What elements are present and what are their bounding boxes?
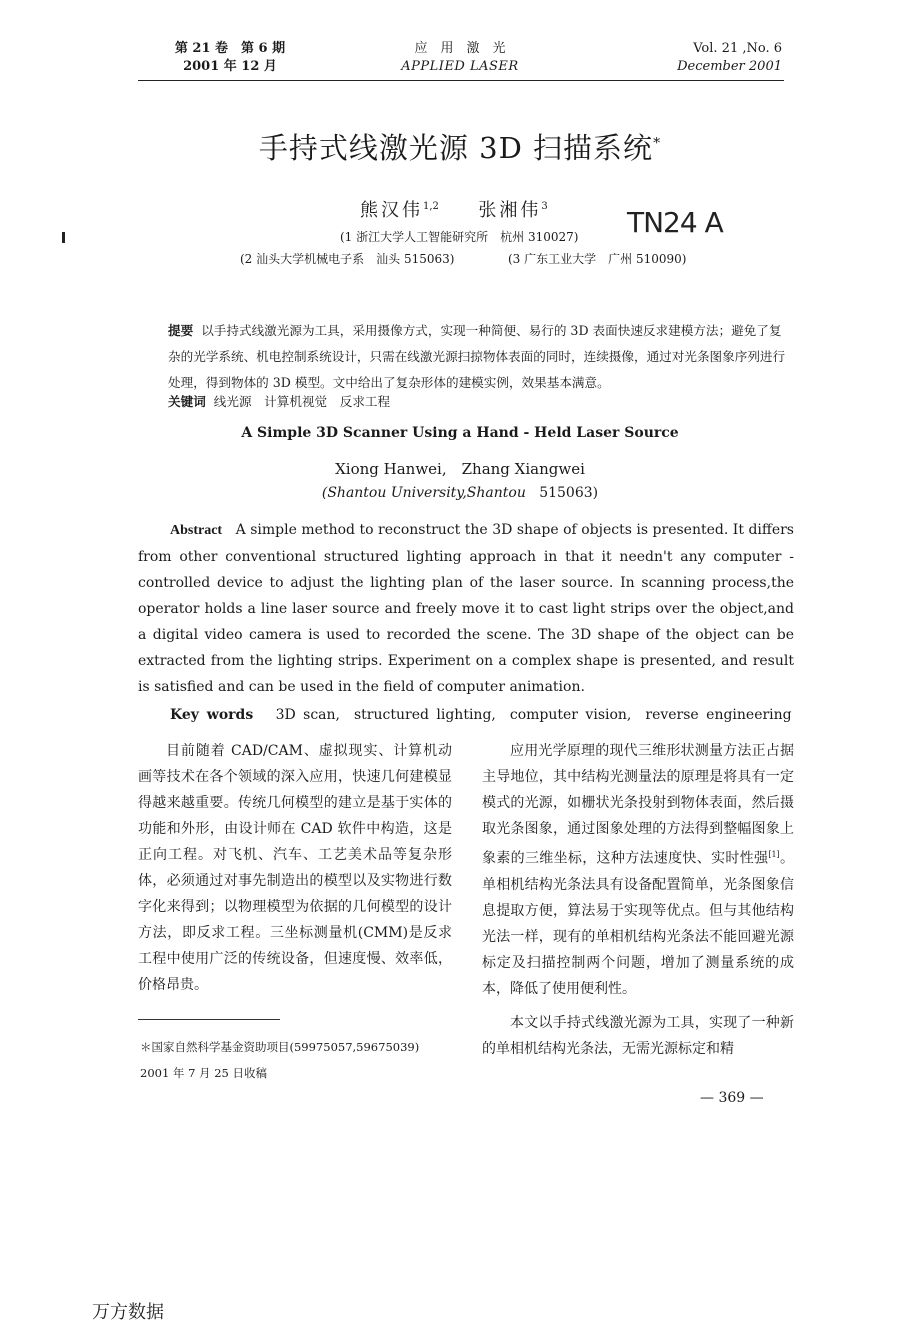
author-1-affil: 1,2 bbox=[423, 201, 439, 212]
body-right-column bbox=[482, 738, 794, 1062]
affiliation-1: (1 浙江大学人工智能研究所 杭州 310027) bbox=[340, 230, 579, 244]
english-affiliation bbox=[120, 485, 800, 501]
english-keywords bbox=[170, 704, 792, 724]
journal-name-en: APPLIED LASER bbox=[401, 59, 519, 74]
body-left-column bbox=[138, 738, 452, 998]
chinese-abstract bbox=[168, 318, 788, 396]
chinese-keywords-text: 线光源 计算机视觉 反求工程 bbox=[213, 394, 391, 409]
author-2-affil: 3 bbox=[541, 201, 548, 212]
issue-date: 2001 年 12 月 bbox=[183, 59, 277, 74]
handwritten-classification-note: TN24 A bbox=[627, 206, 723, 239]
journal-name bbox=[380, 40, 540, 76]
journal-name-cn: 应 用 激 光 bbox=[414, 41, 506, 56]
paper-title bbox=[100, 126, 820, 167]
english-title: A Simple 3D Scanner Using a Hand - Held Laser Source bbox=[241, 425, 679, 441]
english-abstract-text: A simple method to reconstruct the 3D shape of objects is presented. It differs from other conventional structured lighting approach in that it needn't any computer - controlled device to adjust the lighting plan of the laser source. In scanning process,the operator holds a line laser source and freely move it to cast light strips over the object,and a digital video camera is used to recorded the scene. The 3D shape of the object can be extracted from the lighting strips. Experiment on a complex shape is presented, and result is satisfied and can be used in the field of computer animation. bbox=[138, 522, 794, 695]
chinese-keywords-label: 关键词 bbox=[168, 394, 206, 409]
body-paragraph: 本文以手持式线激光源为工具，实现了一种新的单相机结构光条法，无需光源标定和精 bbox=[482, 1014, 794, 1057]
paper-title-text: 手持式线激光源 3D 扫描系统 bbox=[258, 131, 654, 165]
volume-issue-en: Vol. 21 ,No. 6 bbox=[693, 41, 782, 56]
affiliation-2: (2 汕头大学机械电子系 汕头 515063) bbox=[240, 252, 455, 266]
english-affiliation-code: 515063) bbox=[539, 485, 599, 501]
volume-issue: 第 21 卷 第 6 期 bbox=[174, 41, 286, 56]
english-keywords-label: Key words bbox=[170, 707, 254, 723]
issue-date-en: December 2001 bbox=[677, 59, 782, 74]
english-authors: Xiong Hanwei, Zhang Xiangwei bbox=[335, 460, 585, 478]
page-number: — 369 — bbox=[700, 1090, 764, 1106]
chinese-keywords bbox=[168, 391, 390, 410]
journal-volume-info bbox=[160, 40, 300, 76]
footnote-rule bbox=[138, 1019, 280, 1020]
footnote-funding: ＊国家自然科学基金资助项目(59975057,59675039) bbox=[140, 1040, 420, 1054]
chinese-abstract-label: 提要 bbox=[168, 323, 194, 338]
english-abstract-label: Abstract bbox=[170, 523, 223, 538]
margin-mark bbox=[62, 232, 65, 243]
author-1: 熊汉伟 bbox=[360, 200, 423, 221]
body-paragraph bbox=[482, 738, 794, 1002]
body-text: 。单相机结构光条法具有设备配置简单，光条图象信息提取方便，算法易于实现等优点。但与其他结构光法一样，现有的单相机结构光条法不能回避光源标定及扫描控制两个问题，增加了测量系统的成本，降低了使用便利性。 bbox=[482, 850, 795, 997]
journal-volume-en bbox=[640, 40, 782, 76]
citation-ref: [1] bbox=[768, 850, 780, 859]
body-text: 应用光学原理的现代三维形状测量方法正占据主导地位，其中结构光测量法的原理是将具有一定模式的光源，如栅状光条投射到物体表面，然后摄取光条图象，通过图象处理的方法得到整幅图象上象素的三维坐标，这种方法速度快、实时性强 bbox=[482, 743, 794, 867]
author-2: 张湘伟 bbox=[478, 200, 542, 221]
chinese-abstract-text: 以手持式线激光源为工具，采用摄像方式，实现一种简便、易行的 3D 表面快速反求建模方法；避免了复杂的光学系统、机电控制系统设计，只需在线激光源扫掠物体表面的同时，连续摄像，通过对光条图象序列进行处理，得到物体的 3D 模型。文中给出了复杂形体的建模实例，效果基本满意。 bbox=[168, 323, 786, 390]
wanfang-logo: 万方数据 bbox=[92, 1302, 164, 1323]
footnote-received: 2001 年 7 月 25 日收稿 bbox=[140, 1066, 267, 1080]
english-affiliation-name: (Shantou University,Shantou bbox=[321, 485, 526, 501]
title-footnote-mark: * bbox=[653, 135, 662, 152]
author-list bbox=[360, 196, 548, 222]
footnote bbox=[140, 1034, 460, 1086]
affiliation-3: (3 广东工业大学 广州 510090) bbox=[508, 252, 687, 266]
header-rule bbox=[138, 80, 784, 81]
english-abstract bbox=[138, 517, 794, 700]
english-keywords-text: 3D scan, structured lighting, computer vision, reverse engineering bbox=[275, 707, 792, 723]
body-paragraph: 目前随着 CAD/CAM、虚拟现实、计算机动画等技术在各个领域的深入应用，快速几何建模显得越来越重要。传统几何模型的建立是基于实体的功能和外形，由设计师在 CAD 软件中构造，这是正向工程。对飞机、汽车、工艺美术品等复杂形体，必须通过对事先制造出的模型以及实物进行数字化来得到；以物理模型为依据的几何模型的设计方法，即反求工程。三坐标测量机(CMM)是反求工程中使用广泛的传统设备，但速度慢、效率低，价格昂贵。 bbox=[138, 743, 452, 993]
